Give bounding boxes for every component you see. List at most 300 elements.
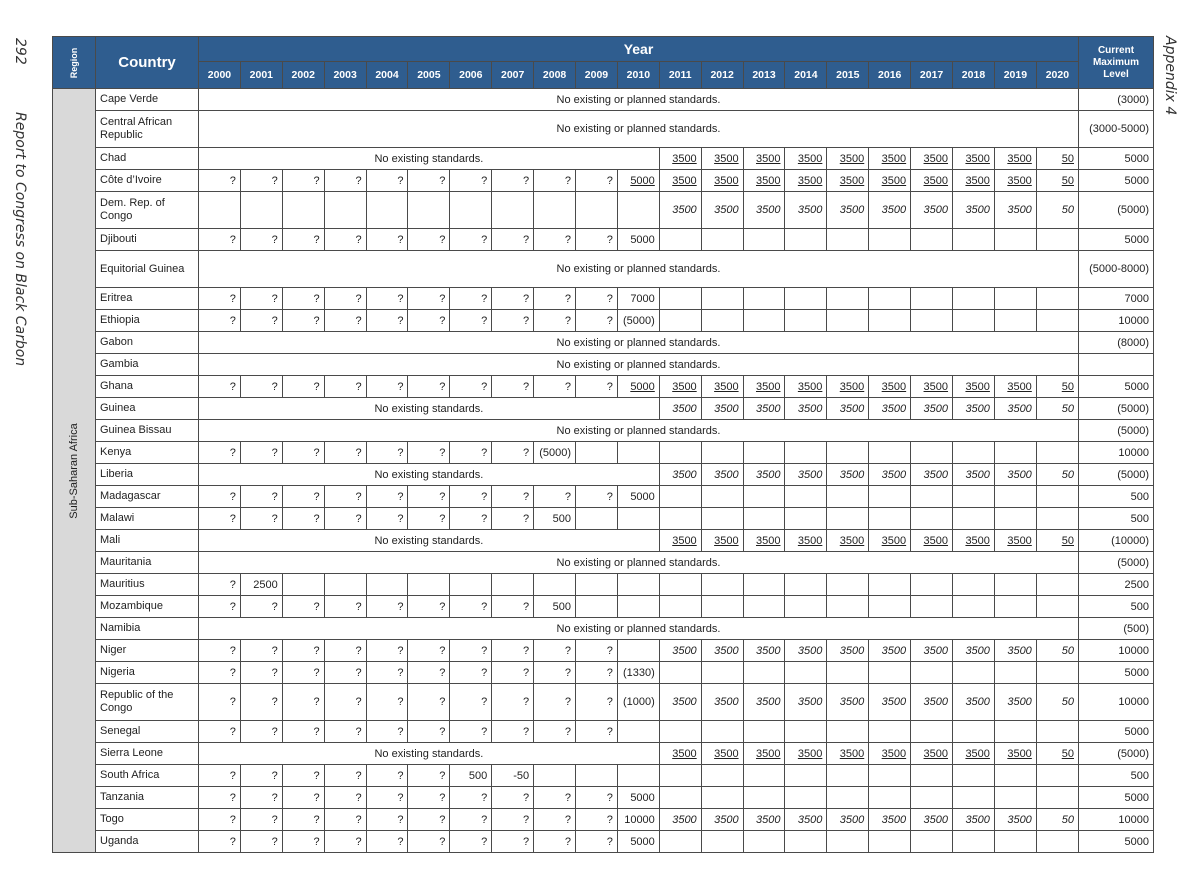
year-value: ? (240, 721, 282, 743)
year-value: ? (408, 508, 450, 530)
year-value (534, 765, 576, 787)
year-value (659, 288, 701, 310)
year-column-header: 2013 (743, 62, 785, 89)
year-value: ? (492, 376, 534, 398)
year-value: ? (408, 486, 450, 508)
year-value: ? (576, 170, 618, 192)
year-value (576, 508, 618, 530)
table-row (53, 809, 1154, 831)
year-value (366, 192, 408, 229)
country-name: South Africa (96, 765, 199, 787)
year-value: 3500 (953, 743, 995, 765)
year-value (994, 508, 1036, 530)
year-value: ? (366, 765, 408, 787)
year-value: ? (282, 596, 324, 618)
year-value (1036, 486, 1078, 508)
year-value (1036, 574, 1078, 596)
year-value (827, 721, 869, 743)
year-value: 3500 (701, 684, 743, 721)
country-name: Ghana (96, 376, 199, 398)
current-max-value: (500) (1079, 618, 1154, 640)
standards-note: No existing standards. (199, 743, 660, 765)
year-value (953, 721, 995, 743)
year-value: 3500 (785, 192, 827, 229)
current-max-value: (5000-8000) (1079, 251, 1154, 288)
table-row (53, 530, 1154, 552)
year-value: 3500 (701, 376, 743, 398)
year-value: ? (199, 170, 241, 192)
year-value: ? (492, 662, 534, 684)
year-value: 3500 (869, 192, 911, 229)
year-column-header: 2015 (827, 62, 869, 89)
year-value (576, 442, 618, 464)
current-max-value: (3000) (1079, 89, 1154, 111)
table-row (53, 420, 1154, 442)
country-name: Uganda (96, 831, 199, 853)
year-value (994, 831, 1036, 853)
year-value (785, 787, 827, 809)
year-value (492, 192, 534, 229)
country-name: Chad (96, 148, 199, 170)
year-columns-row (53, 62, 1154, 89)
year-value: 3500 (869, 743, 911, 765)
current-max-value: 10000 (1079, 640, 1154, 662)
country-name: Gambia (96, 354, 199, 376)
year-value: ? (576, 721, 618, 743)
year-value: 3500 (911, 640, 953, 662)
current-max-header: Current Maximum Level (1079, 37, 1154, 89)
year-value: ? (324, 831, 366, 853)
current-max-value: 500 (1079, 596, 1154, 618)
year-value: ? (534, 486, 576, 508)
year-value (617, 574, 659, 596)
year-value: ? (534, 787, 576, 809)
year-value: ? (240, 310, 282, 332)
year-value (743, 288, 785, 310)
year-value: ? (408, 442, 450, 464)
table-row (53, 89, 1154, 111)
year-value: ? (408, 596, 450, 618)
year-value (785, 442, 827, 464)
country-name: Djibouti (96, 229, 199, 251)
year-value (785, 508, 827, 530)
year-value (953, 596, 995, 618)
country-name: Republic of the Congo (96, 684, 199, 721)
year-value: ? (576, 486, 618, 508)
year-value: ? (450, 170, 492, 192)
year-value (953, 574, 995, 596)
year-value: ? (240, 809, 282, 831)
year-value: 3500 (701, 640, 743, 662)
year-value (743, 508, 785, 530)
year-value: ? (576, 809, 618, 831)
year-value (408, 192, 450, 229)
year-value: ? (324, 721, 366, 743)
region-cell (53, 89, 96, 853)
country-name: Cape Verde (96, 89, 199, 111)
year-value (659, 765, 701, 787)
year-value (869, 229, 911, 251)
year-value (366, 574, 408, 596)
year-value: 3500 (785, 743, 827, 765)
year-value: ? (282, 170, 324, 192)
year-value: 3500 (743, 809, 785, 831)
country-name: Dem. Rep. of Congo (96, 192, 199, 229)
year-value: ? (282, 765, 324, 787)
year-value: 3500 (785, 464, 827, 486)
year-value: 3500 (911, 192, 953, 229)
year-value (827, 288, 869, 310)
year-value (911, 288, 953, 310)
table-row (53, 192, 1154, 229)
year-value: 3500 (743, 170, 785, 192)
table-row (53, 464, 1154, 486)
year-value (701, 442, 743, 464)
year-value (1036, 229, 1078, 251)
year-value: ? (199, 574, 241, 596)
year-value (659, 787, 701, 809)
year-value: 3500 (994, 192, 1036, 229)
year-value: ? (366, 310, 408, 332)
year-value: ? (534, 684, 576, 721)
year-value: ? (199, 288, 241, 310)
country-name: Eritrea (96, 288, 199, 310)
year-value: 3500 (994, 640, 1036, 662)
year-value: ? (324, 809, 366, 831)
year-value: 3500 (701, 464, 743, 486)
year-value: 3500 (953, 170, 995, 192)
year-value (617, 765, 659, 787)
year-value: ? (492, 442, 534, 464)
year-value (827, 596, 869, 618)
year-value (827, 442, 869, 464)
year-value: 50 (1036, 809, 1078, 831)
year-value: ? (324, 170, 366, 192)
year-value (659, 442, 701, 464)
table-row (53, 618, 1154, 640)
country-name: Guinea Bissau (96, 420, 199, 442)
year-value: 3500 (659, 170, 701, 192)
table-row (53, 148, 1154, 170)
year-value: 3500 (994, 464, 1036, 486)
year-value: ? (240, 684, 282, 721)
year-value (240, 192, 282, 229)
year-value (701, 721, 743, 743)
year-value (869, 721, 911, 743)
year-value: ? (324, 765, 366, 787)
country-name: Mauritania (96, 552, 199, 574)
year-value (743, 721, 785, 743)
year-value (408, 574, 450, 596)
year-value (1036, 508, 1078, 530)
year-value (785, 596, 827, 618)
year-value: 3500 (994, 684, 1036, 721)
year-value: 10000 (617, 809, 659, 831)
country-name: Mali (96, 530, 199, 552)
table-row (53, 508, 1154, 530)
current-max-value: (8000) (1079, 332, 1154, 354)
year-value: ? (576, 376, 618, 398)
current-max-value: (5000) (1079, 552, 1154, 574)
year-value: 3500 (659, 192, 701, 229)
current-max-value: 10000 (1079, 310, 1154, 332)
year-value: 2500 (240, 574, 282, 596)
year-value: ? (366, 486, 408, 508)
year-value: ? (492, 640, 534, 662)
year-value: 3500 (659, 640, 701, 662)
country-name: Mozambique (96, 596, 199, 618)
fuel-standards-table (52, 36, 1154, 853)
year-column-header: 2012 (701, 62, 743, 89)
year-value: ? (366, 376, 408, 398)
year-column-header: 2003 (324, 62, 366, 89)
year-value (701, 765, 743, 787)
country-name: Senegal (96, 721, 199, 743)
table-row (53, 398, 1154, 420)
standards-note: No existing or planned standards. (199, 552, 1079, 574)
year-value: 3500 (953, 464, 995, 486)
country-name: Mauritius (96, 574, 199, 596)
year-value: ? (240, 508, 282, 530)
year-value: 50 (1036, 464, 1078, 486)
year-value: ? (408, 229, 450, 251)
year-value: ? (450, 787, 492, 809)
year-value: ? (199, 486, 241, 508)
year-value: ? (492, 721, 534, 743)
year-value (953, 831, 995, 853)
year-value: 3500 (869, 398, 911, 420)
year-value: ? (199, 508, 241, 530)
region-label: Sub-Saharan Africa (68, 422, 80, 519)
country-name: Gabon (96, 332, 199, 354)
year-value (785, 229, 827, 251)
year-value: ? (240, 662, 282, 684)
year-value (743, 486, 785, 508)
year-value: ? (199, 310, 241, 332)
year-value (701, 310, 743, 332)
year-value: 50 (1036, 743, 1078, 765)
year-value (282, 574, 324, 596)
year-value (785, 765, 827, 787)
year-value: ? (366, 640, 408, 662)
year-value: ? (366, 229, 408, 251)
year-value (576, 596, 618, 618)
year-value: 3500 (994, 398, 1036, 420)
year-value: ? (324, 310, 366, 332)
year-value (953, 486, 995, 508)
table-row (53, 721, 1154, 743)
year-value (576, 192, 618, 229)
year-column-header: 2007 (492, 62, 534, 89)
country-name: Guinea (96, 398, 199, 420)
year-value (785, 288, 827, 310)
year-value: 3500 (743, 148, 785, 170)
current-max-value: 2500 (1079, 574, 1154, 596)
year-value (827, 310, 869, 332)
year-value (659, 831, 701, 853)
year-value: ? (324, 376, 366, 398)
current-max-value: 10000 (1079, 684, 1154, 721)
year-value (324, 574, 366, 596)
year-value: ? (199, 376, 241, 398)
page-number: 292 (12, 38, 28, 65)
year-value: 3500 (827, 809, 869, 831)
year-value: 3500 (827, 398, 869, 420)
table-row (53, 111, 1154, 148)
year-value (1036, 310, 1078, 332)
year-value (994, 721, 1036, 743)
standards-note: No existing or planned standards. (199, 354, 1079, 376)
table-row (53, 596, 1154, 618)
year-value: 50 (1036, 192, 1078, 229)
year-value: ? (324, 288, 366, 310)
year-value: ? (199, 721, 241, 743)
table-row (53, 229, 1154, 251)
year-value: ? (534, 640, 576, 662)
current-max-value: 5000 (1079, 376, 1154, 398)
year-value (450, 574, 492, 596)
year-value: 3500 (785, 170, 827, 192)
year-value: 3500 (701, 148, 743, 170)
year-value: 3500 (827, 530, 869, 552)
year-value: 3500 (994, 809, 1036, 831)
year-value: ? (199, 831, 241, 853)
year-value: ? (240, 596, 282, 618)
year-value: 3500 (994, 148, 1036, 170)
year-value: 3500 (785, 530, 827, 552)
country-name: Namibia (96, 618, 199, 640)
year-value (911, 721, 953, 743)
year-value: ? (324, 684, 366, 721)
year-value (953, 765, 995, 787)
year-value (994, 310, 1036, 332)
year-value: ? (450, 809, 492, 831)
current-max-value: 500 (1079, 486, 1154, 508)
year-value: ? (408, 684, 450, 721)
year-value (743, 662, 785, 684)
country-name: Madagascar (96, 486, 199, 508)
year-value: 3500 (911, 530, 953, 552)
year-value: ? (492, 288, 534, 310)
table-row (53, 442, 1154, 464)
year-value: ? (408, 310, 450, 332)
year-value: 3500 (785, 640, 827, 662)
year-value: ? (324, 787, 366, 809)
year-value: 7000 (617, 288, 659, 310)
year-value: ? (534, 376, 576, 398)
year-value: 500 (450, 765, 492, 787)
year-value: 3500 (869, 684, 911, 721)
current-max-value: 500 (1079, 765, 1154, 787)
year-value: 5000 (617, 170, 659, 192)
standards-note: No existing or planned standards. (199, 251, 1079, 288)
year-value (827, 787, 869, 809)
year-value: 3500 (743, 398, 785, 420)
year-value: 50 (1036, 684, 1078, 721)
year-value (492, 574, 534, 596)
year-value (199, 192, 241, 229)
year-value (827, 831, 869, 853)
year-value (911, 574, 953, 596)
year-column-header: 2020 (1036, 62, 1078, 89)
year-value: 3500 (911, 809, 953, 831)
year-value: ? (450, 229, 492, 251)
year-value: ? (450, 376, 492, 398)
year-value (576, 765, 618, 787)
year-value: ? (199, 596, 241, 618)
year-value: ? (366, 288, 408, 310)
current-max-value: (10000) (1079, 530, 1154, 552)
year-value (911, 831, 953, 853)
year-value: 3500 (743, 684, 785, 721)
year-value: ? (450, 640, 492, 662)
year-value (953, 662, 995, 684)
year-value: 3500 (785, 376, 827, 398)
year-value: 3500 (827, 743, 869, 765)
country-name: Tanzania (96, 787, 199, 809)
year-value: ? (576, 310, 618, 332)
country-header: Country (96, 37, 199, 89)
year-value: 5000 (617, 229, 659, 251)
year-value (534, 192, 576, 229)
year-value: ? (366, 787, 408, 809)
year-value: 3500 (994, 376, 1036, 398)
year-value: ? (408, 809, 450, 831)
year-value: ? (199, 640, 241, 662)
year-value (869, 508, 911, 530)
year-value: 3500 (994, 530, 1036, 552)
year-value: ? (366, 508, 408, 530)
year-value: 3500 (659, 684, 701, 721)
current-max-value: 5000 (1079, 721, 1154, 743)
year-value: 3500 (701, 170, 743, 192)
year-value (659, 596, 701, 618)
current-max-value: (5000) (1079, 464, 1154, 486)
year-value (911, 662, 953, 684)
year-value: ? (534, 809, 576, 831)
year-value: 3500 (743, 376, 785, 398)
year-value (743, 574, 785, 596)
year-value: ? (324, 508, 366, 530)
year-value (743, 310, 785, 332)
year-column-header: 2002 (282, 62, 324, 89)
year-value: 3500 (701, 743, 743, 765)
table-row (53, 170, 1154, 192)
year-value: ? (534, 170, 576, 192)
year-value (827, 574, 869, 596)
table-row (53, 574, 1154, 596)
year-value (701, 662, 743, 684)
current-max-value: 5000 (1079, 831, 1154, 853)
standards-note: No existing or planned standards. (199, 332, 1079, 354)
year-value: ? (282, 508, 324, 530)
year-value: 3500 (827, 376, 869, 398)
table-row (53, 354, 1154, 376)
year-column-header: 2009 (576, 62, 618, 89)
year-value (911, 508, 953, 530)
year-value: 3500 (743, 464, 785, 486)
year-value (994, 662, 1036, 684)
appendix-label: Appendix 4 (1162, 36, 1178, 116)
year-value: 5000 (617, 486, 659, 508)
year-value: ? (324, 640, 366, 662)
year-value (785, 662, 827, 684)
year-value (659, 486, 701, 508)
year-value: ? (240, 376, 282, 398)
year-column-header: 2014 (785, 62, 827, 89)
year-column-header: 2011 (659, 62, 701, 89)
region-header: Region (53, 37, 96, 89)
